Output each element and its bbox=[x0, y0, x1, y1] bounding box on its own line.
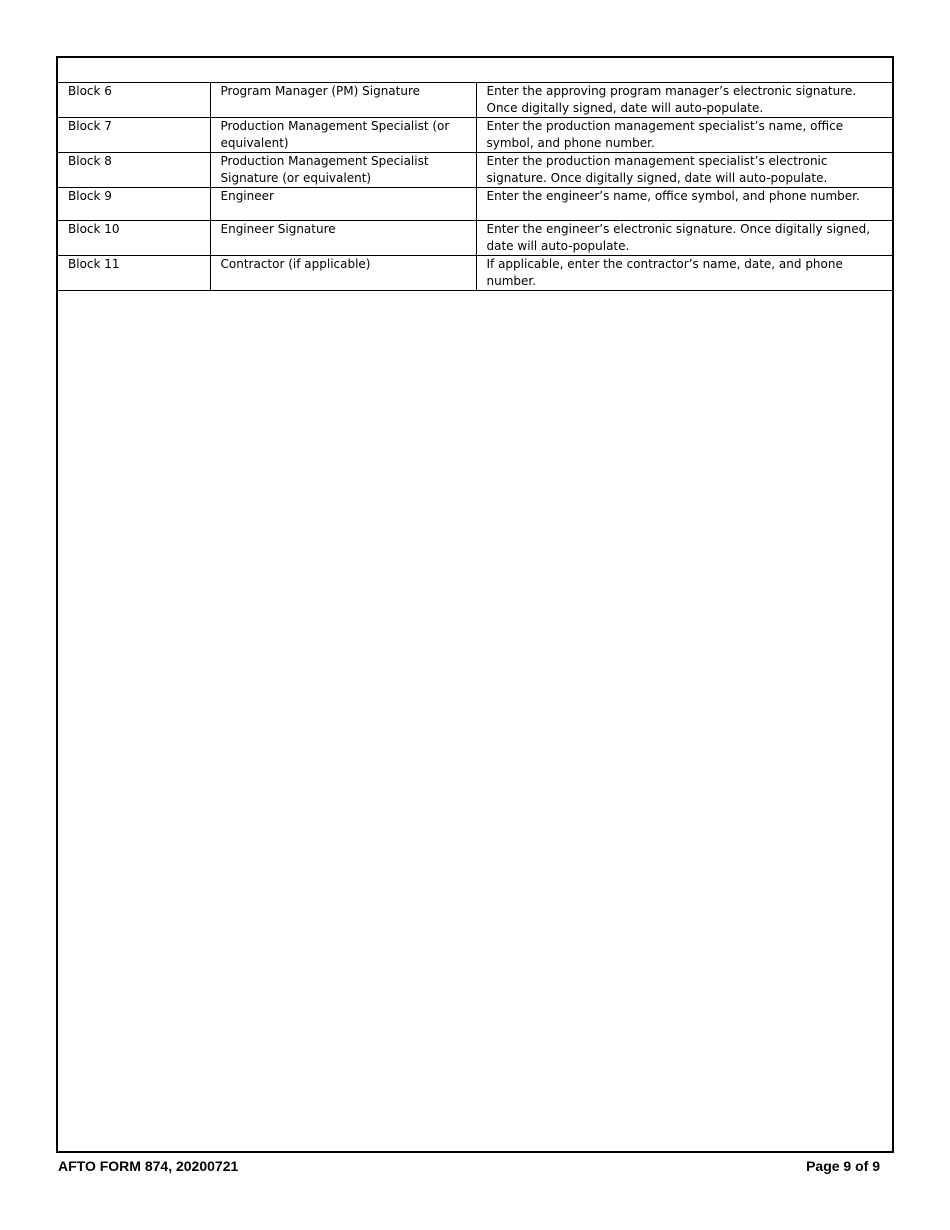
block-number: Block 9 bbox=[58, 188, 210, 221]
table-row bbox=[58, 118, 892, 153]
table-row bbox=[58, 256, 892, 291]
block-instruction: Enter the production management specialist’s electronic signature. Once digitally signed, date will auto-populate. bbox=[476, 153, 892, 188]
block-field-name: Production Management Specialist Signature (or equivalent) bbox=[210, 153, 476, 188]
block-field-name: Engineer Signature bbox=[210, 221, 476, 256]
block-number: Block 11 bbox=[58, 256, 210, 291]
form-number-footer: AFTO FORM 874, 20200721 bbox=[58, 1158, 239, 1174]
block-field-name: Contractor (if applicable) bbox=[210, 256, 476, 291]
block-instruction: If applicable, enter the contractor’s name, date, and phone number. bbox=[476, 256, 892, 291]
block-number: Block 10 bbox=[58, 221, 210, 256]
block-number: Block 6 bbox=[58, 83, 210, 118]
block-instruction: Enter the production management specialist’s name, office symbol, and phone number. bbox=[476, 118, 892, 153]
block-number: Block 7 bbox=[58, 118, 210, 153]
block-number: Block 8 bbox=[58, 153, 210, 188]
table-row bbox=[58, 83, 892, 118]
block-field-name: Engineer bbox=[210, 188, 476, 221]
block-instruction: Enter the engineer’s electronic signature. Once digitally signed, date will auto-populate. bbox=[476, 221, 892, 256]
table-row bbox=[58, 188, 892, 221]
table-row bbox=[58, 153, 892, 188]
block-instructions-table bbox=[58, 82, 892, 291]
block-field-name: Program Manager (PM) Signature bbox=[210, 83, 476, 118]
form-page-frame bbox=[56, 56, 894, 1153]
block-field-name: Production Management Specialist (or equivalent) bbox=[210, 118, 476, 153]
page-number-footer: Page 9 of 9 bbox=[806, 1158, 880, 1174]
table-row bbox=[58, 221, 892, 256]
block-instruction: Enter the approving program manager’s electronic signature. Once digitally signed, date will auto-populate. bbox=[476, 83, 892, 118]
block-instruction: Enter the engineer’s name, office symbol, and phone number. bbox=[476, 188, 892, 221]
